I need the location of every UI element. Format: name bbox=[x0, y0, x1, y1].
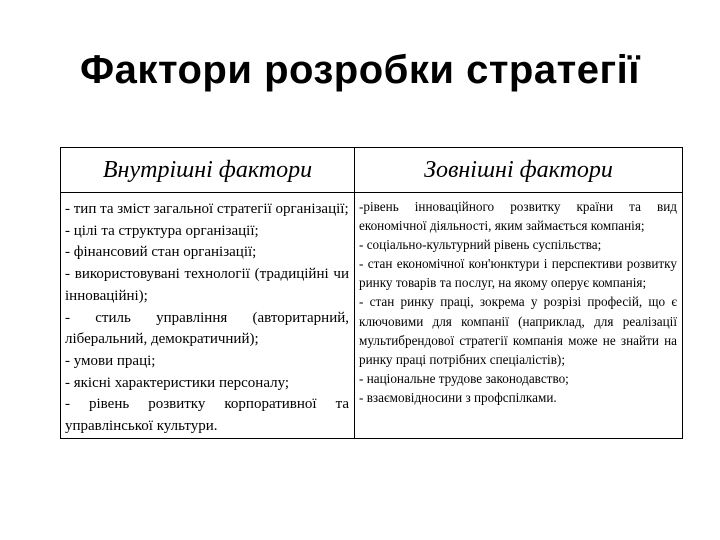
external-factor-item: - національне трудове законодавство; bbox=[359, 370, 569, 386]
table-header-row bbox=[61, 148, 683, 193]
internal-factors-cell bbox=[61, 193, 355, 439]
slide-title: Фактори розробки стратегії bbox=[80, 48, 640, 92]
external-factor-item: - взаємовідносини з профспілками. bbox=[359, 389, 557, 405]
external-factor-item: - стан економічної кон'юнктури і перспективи розвитку ринку товарів та послуг, на якому оперує компанія; bbox=[359, 256, 677, 291]
external-factors-cell bbox=[355, 193, 683, 439]
factors-table bbox=[60, 147, 683, 439]
internal-factor-item: - тип та зміст загальної стратегії організації; bbox=[65, 201, 349, 217]
internal-factor-item: - умови праці; bbox=[65, 352, 156, 369]
external-factor-item: - стан ринку праці, зокрема у розрізі професій, що є ключовими для компанії (наприклад, для реалізації мультибрендової стратегії компанія може не знайти на ринку праці потрібних спеціалістів); bbox=[359, 294, 677, 367]
table-body-row bbox=[61, 193, 683, 439]
internal-factor-item: - стиль управління (авторитарний, ліберальний, демократичний); bbox=[65, 309, 349, 348]
internal-factor-item: - використовувані технології (традиційні чи інноваційні); bbox=[65, 266, 349, 304]
internal-factor-item: - цілі та структура організації; bbox=[65, 222, 259, 239]
internal-factor-item: - якісні характеристики персоналу; bbox=[65, 374, 290, 391]
internal-factors-header: Внутрішні фактори bbox=[61, 148, 355, 193]
internal-factor-item: - рівень розвитку корпоративної та управлінської культури. bbox=[65, 396, 349, 435]
external-factor-item: -рівень інноваційного розвитку країни та вид економічної діяльності, яким займається компанія; bbox=[359, 199, 677, 234]
external-factors-header: Зовнішні фактори bbox=[355, 148, 683, 193]
internal-factor-item: - фінансовий стан організації; bbox=[65, 244, 257, 261]
external-factor-item: - соціально-культурний рівень суспільства; bbox=[359, 237, 602, 253]
